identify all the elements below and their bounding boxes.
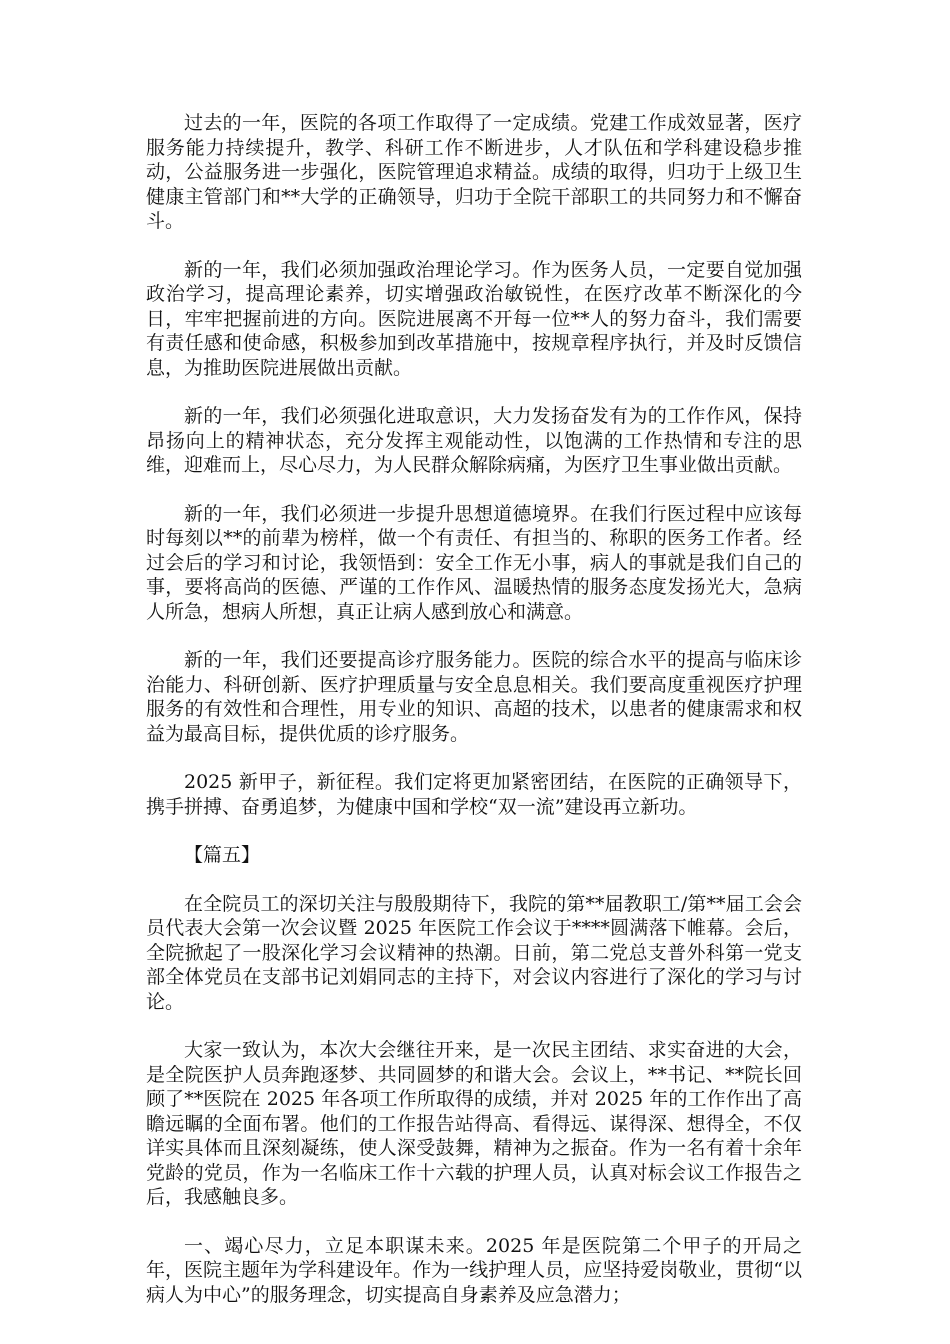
paragraph-new-journey: 2025 新甲子，新征程。我们定将更加紧密团结，在医院的正确领导下，携手拼搏、奋勇追梦，为健康中国和学校“双一流”建设再立新功。 [146,771,802,818]
paragraph-enterprising-spirit: 新的一年，我们必须强化进取意识，大力发扬奋发有为的工作作风，保持昂扬向上的精神状态，充分发挥主观能动性，以饱满的工作热情和专注的思维，迎难而上，尽心尽力，为人民群众解除病痛，为医疗卫生事业做出贡献。 [146,405,802,476]
paragraph-consensus: 大家一致认为，本次大会继往开来，是一次民主团结、求实奋进的大会，是全院医护人员奔跑逐梦、共同圆梦的和谐大会。会议上，**书记、**院长回顾了**医院在 2025 年各项工作所取得的成绩，并对 2025 年的工作作出了高瞻远瞩的全面布署。他们的工作报告站得高、看得远、谋得深、想得全，不仅详实具体而且深刻凝练，使人深受鼓舞，精神为之振奋。作为一名有着十余年党龄的党员，作为一名临床工作十六载的护理人员，认真对标会议工作报告之后，我感触良多。 [146,1039,802,1208]
paragraph-service-capability: 新的一年，我们还要提高诊疗服务能力。医院的综合水平的提高与临床诊治能力、科研创新、医疗护理质量与安全息息相关。我们要高度重视医疗护理服务的有效性和合理性，用专业的知识、高超的技术，以患者的健康需求和权益为最高目标，提供优质的诊疗服务。 [146,649,802,745]
section-heading: 【篇五】 [184,844,261,866]
paragraph-first-point: 一、竭心尽力，立足本职谋未来。2025 年是医院第二个甲子的开局之年，医院主题年为学科建设年。作为一线护理人员，应坚持爱岗敬业，贯彻“以病人为中心”的服务理念，切实提高自身素养及应急潜力； [146,1234,802,1306]
paragraph-political-study: 新的一年，我们必须加强政治理论学习。作为医务人员，一定要自觉加强政治学习，提高理论素养，切实增强政治敏锐性，在医疗改革不断深化的今日，牢牢把握前进的方向。医院进展离不开每一位**人的努力奋斗，我们需要有责任感和使命感，积极参加到改革措施中，按规章程序执行，并及时反馈信息，为推助医院进展做出贡献。 [146,258,802,379]
paragraph-moral-standards: 新的一年，我们必须进一步提升思想道德境界。在我们行医过程中应该每时每刻以**的前辈为榜样，做一个有责任、有担当的、称职的医务工作者。经过会后的学习和讨论，我领悟到：安全工作无小事，病人的事就是我们自己的事，要将高尚的医德、严谨的工作作风、温暖热情的服务态度发扬光大，急病人所急，想病人所想，真正让病人感到放心和满意。 [146,502,802,623]
document-body [146,111,802,1331]
paragraph-conference-summary: 在全院员工的深切关注与殷殷期待下，我院的第**届教职工/第**届工会会员代表大会第一次会议暨 2025 年医院工作会议于****圆满落下帷幕。会后，全院掀起了一股深化学习会议精神的热潮。日前，第二党总支普外科第一党支部全体党员在支部书记刘娟同志的主持下，对会议内容进行了深化的学习与讨论。 [146,892,802,1013]
paragraph-achievements: 过去的一年，医院的各项工作取得了一定成绩。党建工作成效显著，医疗服务能力持续提升，教学、科研工作不断进步，人才队伍和学科建设稳步推动，公益服务进一步强化，医院管理追求精益。成绩的取得，归功于上级卫生健康主管部门和**大学的正确领导，归功于全院干部职工的共同努力和不懈奋斗。 [146,112,802,232]
